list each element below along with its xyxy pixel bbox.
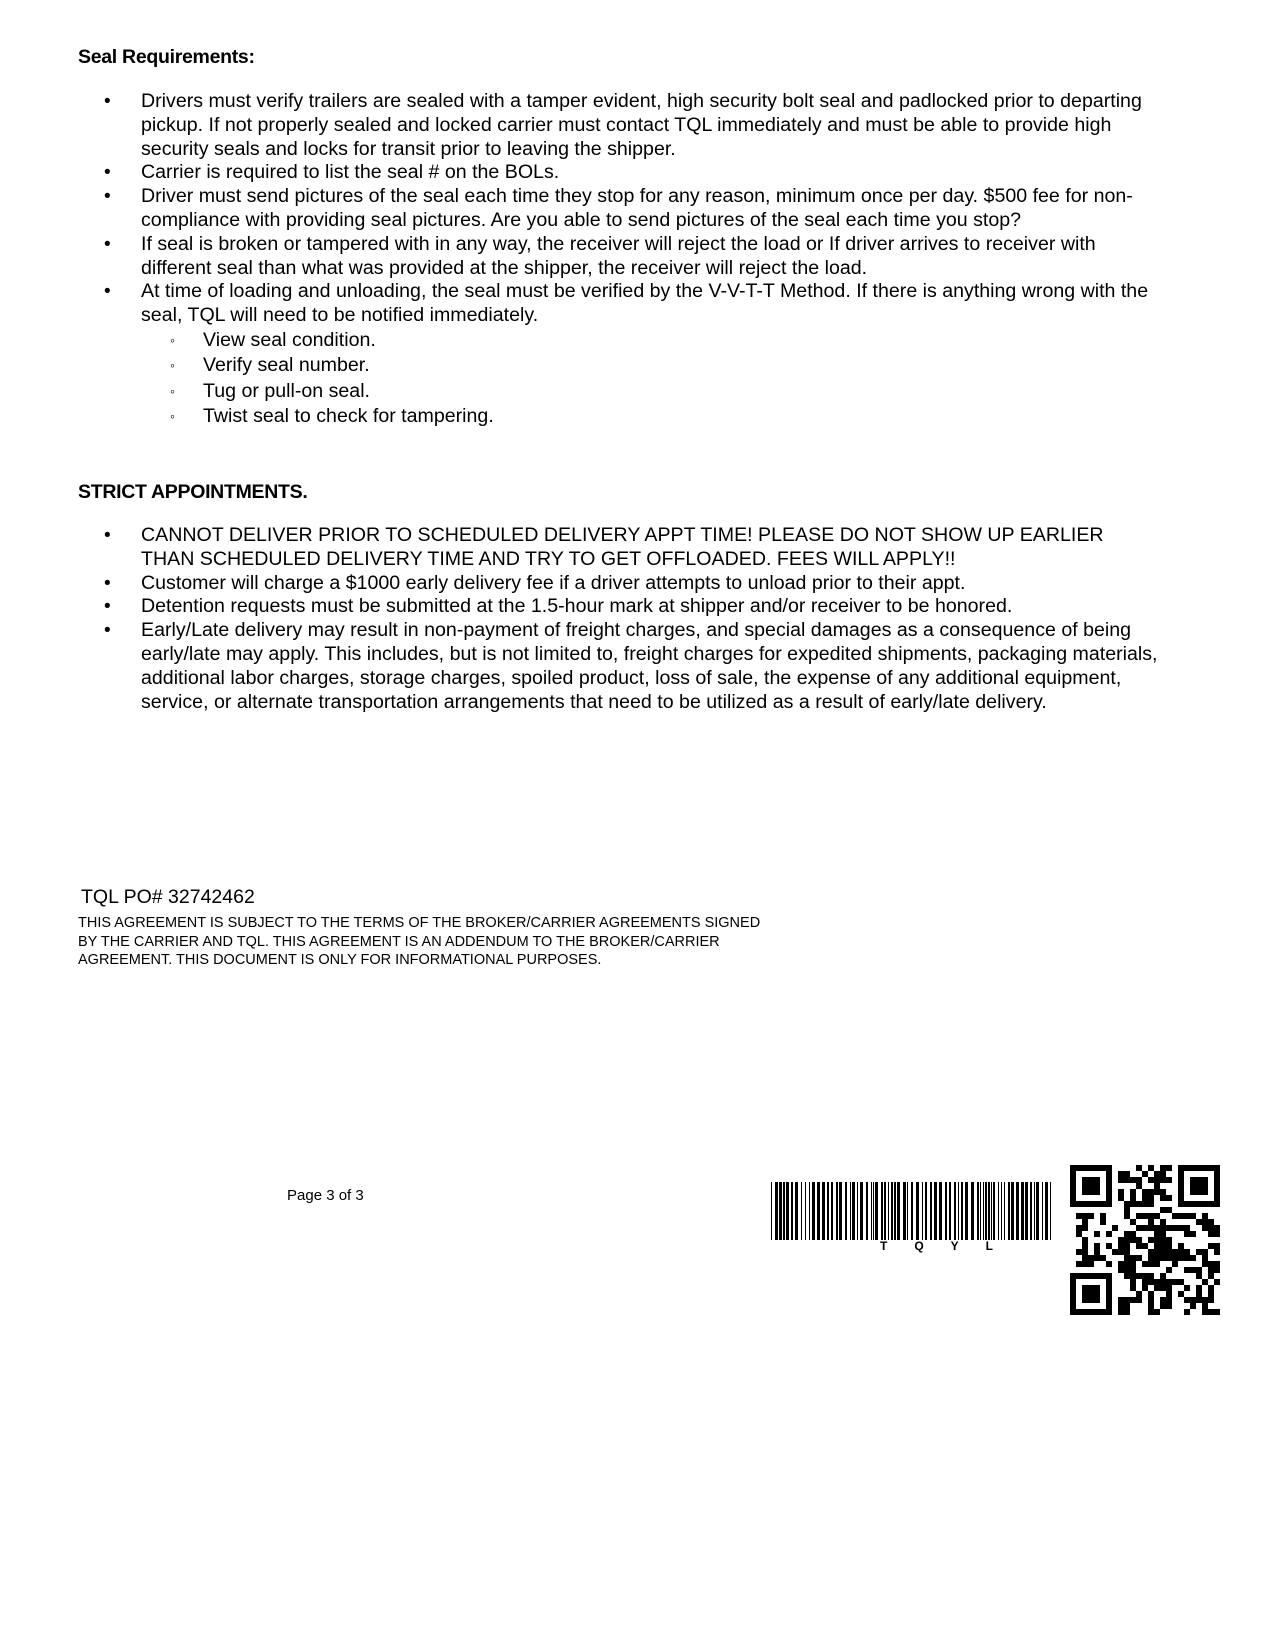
strict-appointments-heading: STRICT APPOINTMENTS.	[78, 481, 308, 503]
list-item-text: Early/Late delivery may result in non-payment of freight charges, and special damages as a consequence of being early/late may apply. This includes, but is not limited to, freight charges for expedited shipments, packaging materials, additional labor charges, storage charges, spoiled product, loss of sale, the expense of any additional equipment, service, or alternate transportation arrangements that need to be utilized as a result of early/late delivery.	[141, 619, 1158, 713]
po-number: TQL PO# 32742462	[81, 886, 255, 908]
sub-list-item	[141, 379, 1160, 405]
list-item	[0, 280, 1160, 430]
list-item-text: Customer will charge a $1000 early delivery fee if a driver attempts to unload prior to their appt.	[141, 571, 966, 594]
sub-list-item-text: Verify seal number.	[203, 354, 370, 377]
list-item	[0, 185, 1160, 233]
list-item-text: Driver must send pictures of the seal each time they stop for any reason, minimum once per day. $500 fee for non-compliance with providing seal pictures. Are you able to send pictures of the seal each time you stop?	[141, 185, 1133, 231]
bullet-icon: •	[104, 620, 111, 642]
seal-requirements-list	[0, 90, 1160, 430]
sub-list-item	[141, 328, 1160, 354]
bullet-icon: •	[104, 281, 111, 303]
circle-bullet-icon: ◦	[170, 331, 175, 348]
list-item	[0, 233, 1160, 281]
bullet-icon: •	[104, 572, 111, 594]
bullet-icon: •	[104, 186, 111, 208]
page-number: Page 3 of 3	[287, 1187, 364, 1204]
strict-appointments-list	[0, 524, 1160, 714]
circle-bullet-icon: ◦	[170, 408, 175, 425]
barcode-text: TQYL	[880, 1239, 1020, 1253]
agreement-disclaimer: THIS AGREEMENT IS SUBJECT TO THE TERMS OF THE BROKER/CARRIER AGREEMENTS SIGNED BY THE CARRIER AND TQL. THIS AGREEMENT IS AN ADDENDUM TO THE BROKER/CARRIER AGREEMENT. THIS DOCUMENT IS ONLY FOR INFORMATIONAL PURPOSES.	[78, 915, 761, 969]
barcode-icon	[771, 1182, 1058, 1240]
list-item-text: At time of loading and unloading, the seal must be verified by the V-V-T-T Method. If there is anything wrong with the seal, TQL will need to be notified immediately.	[141, 280, 1149, 327]
bullet-icon: •	[104, 525, 111, 546]
bullet-icon: •	[104, 162, 111, 184]
sub-list-item	[141, 404, 1160, 430]
sub-list-item-text: View seal condition.	[203, 328, 376, 351]
circle-bullet-icon: ◦	[170, 382, 175, 399]
list-item-text: CANNOT DELIVER PRIOR TO SCHEDULED DELIVERY APPT TIME! PLEASE DO NOT SHOW UP EARLIER THAN SCHEDULED DELIVERY TIME AND TRY TO GET OFFLOADED. FEES WILL APPLY!!	[141, 524, 1104, 570]
list-item-text: Detention requests must be submitted at the 1.5-hour mark at shipper and/or receiver to be honored.	[141, 595, 1013, 618]
sub-list-item-text: Tug or pull-on seal.	[203, 379, 370, 402]
list-item	[0, 524, 1160, 572]
list-item	[0, 572, 1160, 596]
vvtt-method-sublist	[141, 328, 1160, 430]
list-item-text: If seal is broken or tampered with in any way, the receiver will reject the load or If driver arrives to receiver with different seal than what was provided at the shipper, the receiver will reject the load.	[141, 232, 1096, 279]
list-item	[0, 595, 1160, 619]
sub-list-item	[141, 353, 1160, 379]
seal-requirements-heading: Seal Requirements:	[78, 46, 255, 68]
bullet-icon: •	[104, 91, 111, 112]
list-item-text: Drivers must verify trailers are sealed with a tamper evident, high security bolt seal and padlocked prior to departing pickup. If not properly sealed and locked carrier must contact TQL immediately and must be able to provide high security seals and locks for transit prior to leaving the shipper.	[141, 90, 1142, 160]
bullet-icon: •	[104, 596, 111, 618]
list-item	[0, 619, 1160, 714]
bullet-icon: •	[104, 233, 111, 255]
qr-code-icon	[1070, 1165, 1220, 1315]
circle-bullet-icon: ◦	[170, 357, 175, 374]
list-item	[0, 161, 1160, 185]
list-item-text: Carrier is required to list the seal # on the BOLs.	[141, 161, 560, 184]
sub-list-item-text: Twist seal to check for tampering.	[203, 405, 494, 428]
list-item	[0, 90, 1160, 161]
